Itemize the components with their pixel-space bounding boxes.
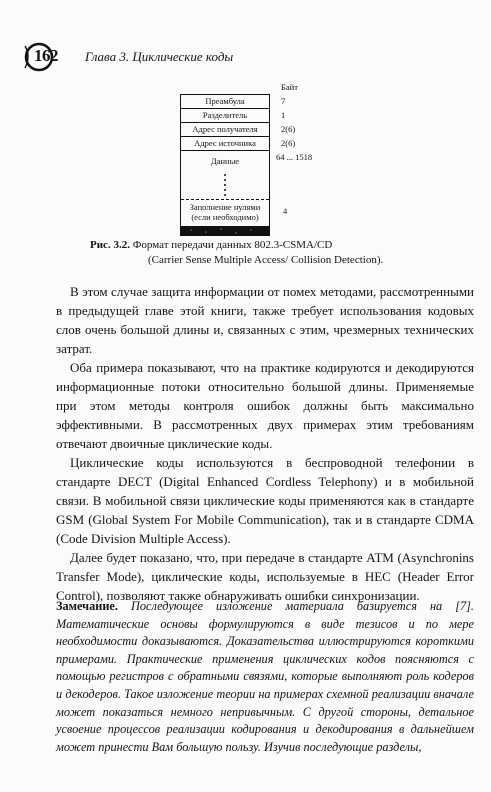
padding-block bbox=[181, 199, 269, 226]
frame-row: Адрес получателя bbox=[181, 122, 269, 136]
paragraph: В этом случае защита информации от помех методами, рассмотренными в предыдущей главе этой книги, также требует использования кодовых слов очень большой длины и, связанных с этим, чрезмерных технических затрат. bbox=[56, 284, 474, 356]
frame-row: Данные bbox=[181, 150, 269, 171]
crc-field bbox=[181, 226, 269, 236]
caption-text: Формат передачи данных 802.3-CSMA/CD bbox=[132, 239, 333, 251]
caption-line: (Carrier Sense Multiple Access/ Collision Detection). bbox=[148, 254, 384, 266]
padding-line: (если необходимо) bbox=[191, 212, 259, 222]
frame-row: Преамбула bbox=[181, 94, 269, 108]
paragraph: Оба примера показывают, что на практике кодируются и декодируются информационные потоки относительно большой длины. Применяемые при этом методы контроля ошибок должны быть максимально эффективными. В рассмотренных двух примерах этим требованиям отвечают двоичные циклические коды. bbox=[56, 360, 474, 451]
size-label: 2(6) bbox=[281, 124, 296, 134]
size-label: 2(6) bbox=[281, 138, 296, 148]
running-title: Глава 3. Циклические коды bbox=[85, 49, 234, 64]
caption-line bbox=[90, 238, 332, 253]
note-text: Последующее изложение материала базируется на [7]. Математические основы формулируются в виде тезисов и по мере необходимости доказываются. Доказательства иллюстрируются короткими примерами. Практические применения циклических кодов поясняются с помощью регистров с обратными связями, которые выполняют роль кодеров и декодеров. Такое изложение теории на примерах схемной реализации вначале может показаться немного непривычным. С другой стороны, детальное усвоение процессов реализации кодирования и декодирования в дальнейшем может принести Вам большую пользу. Изучив последующие разделы, bbox=[56, 599, 474, 754]
frame-row: Разделитель bbox=[181, 108, 269, 122]
page-number: 162 bbox=[34, 46, 58, 65]
size-label: 4 bbox=[283, 206, 288, 216]
paragraph: Далее будет показано, что, при передаче в стандарте АТМ (Asynchronins Transfer Mode), циклические коды, используемые в HEC (Header Error Control), позволяют также обнаруживать ошибки синхронизации. bbox=[56, 550, 474, 603]
unit-label: Байт bbox=[281, 82, 298, 92]
note-label: Замечание. bbox=[56, 599, 118, 613]
size-label: 64 ... 1518 bbox=[276, 152, 313, 162]
ellipsis-dots-icon bbox=[181, 171, 269, 199]
caption-label: Рис. 3.2. bbox=[90, 239, 130, 251]
frame-row: Адрес источника bbox=[181, 136, 269, 150]
crc-texture-icon bbox=[181, 226, 269, 236]
note-block bbox=[56, 598, 474, 756]
size-label: 1 bbox=[281, 110, 286, 120]
body-text bbox=[56, 282, 474, 605]
dotted-gap bbox=[181, 171, 269, 199]
padding-line: Заполнение нулями bbox=[189, 202, 261, 212]
running-header bbox=[0, 20, 491, 65]
size-label: 7 bbox=[281, 96, 286, 106]
frame-diagram bbox=[180, 94, 270, 236]
paragraph: Циклические коды используются в беспроводной телефонии в стандарте DECT (Digital Enhanced Cordless Telephony) и в мобильной связи. В мобильной связи циклические коды применяются как в стандарте GSM (Global System For Mobile Communication), так и в стандарте CDMA (Code Division Multiple Access). bbox=[56, 455, 474, 546]
